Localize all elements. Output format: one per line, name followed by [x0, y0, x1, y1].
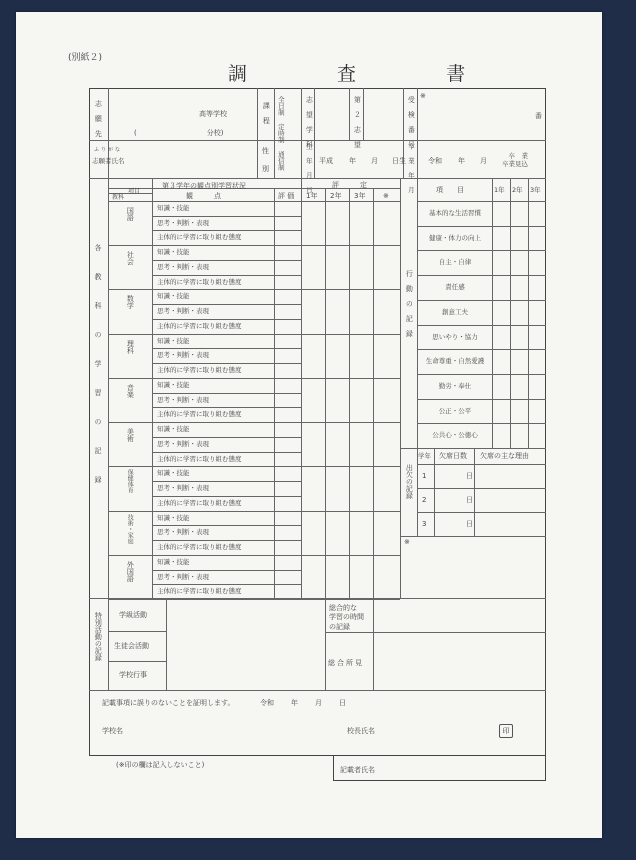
sougou-shoken-label: 総合所見 [328, 659, 364, 667]
birth-label: 生 年 月 日 [304, 143, 313, 193]
behavior-item: 基本的な生活習慣 [429, 209, 481, 217]
attendance-kesseki: 欠席日数 [439, 452, 467, 460]
kanten-item: 思考・判断・表現 [157, 572, 209, 581]
kanten-item: 知識・技能 [157, 292, 190, 301]
sei-label: 性 [262, 147, 269, 155]
birth-tsuki: 月 [371, 157, 378, 165]
gakkou-gyouji: 学校行事 [119, 671, 147, 679]
kanten-header: 第３学年の観点別学習状況 [162, 182, 246, 190]
kanten-label: 観 点 [186, 192, 221, 200]
kanten-item: 主体的に学習に取り組む態度 [157, 587, 242, 596]
furigana-label: ふりがな [94, 147, 123, 153]
behavior-item: 生命尊重・自然愛護 [425, 357, 485, 366]
subject-label: 技術・家庭 [126, 513, 134, 544]
katei-label: 課 程 [262, 102, 271, 124]
shigan-gakka-label: 志 望 学 科 [305, 96, 314, 148]
attendance-row-2: 2 [422, 496, 427, 504]
special-side-label: 特別活動の記録 [94, 612, 103, 661]
kanten-item: 知識・技能 [157, 380, 190, 389]
behavior-item: 責任感 [445, 283, 465, 292]
school-suffix: 高等学校 [199, 110, 227, 118]
kanten-item: 主体的に学習に取り組む態度 [157, 366, 242, 375]
writer-label: 記載者氏名 [340, 766, 375, 774]
kanten-item: 主体的に学習に取り組む態度 [157, 410, 242, 419]
kanten-item: 主体的に学習に取り組む態度 [157, 543, 242, 552]
jukenbango-label: 受 検 番 号 [407, 96, 416, 148]
sougou-label: 総合的な 学習の時間 の記録 [329, 604, 364, 631]
attendance-kome: ※ [404, 538, 410, 546]
behavior-koumoku: 項 目 [436, 186, 464, 194]
school-name-label: 学校名 [102, 727, 123, 735]
behavior-item: 健康・体力の向上 [429, 233, 481, 242]
birth-hi: 日生 [392, 157, 406, 165]
kanten-item: 思考・判断・表現 [157, 439, 209, 448]
hyouka-label: 評 価 [278, 192, 295, 200]
subject-label: 国語 [126, 207, 135, 221]
grad-label: 卒 業 年 月 [406, 143, 415, 193]
kanten-item: 思考・判断・表現 [157, 262, 209, 271]
behavior-side-label: 行動の記録 [405, 270, 414, 345]
katei-options: 全日制 定時制 通信制 [276, 96, 285, 171]
kanten-item: 知識・技能 [157, 469, 190, 478]
certify-reiwa: 令和 [260, 699, 274, 707]
bunko-label: ( 分校) [134, 129, 224, 137]
subject-label: 理科 [126, 339, 135, 354]
kanten-item: 知識・技能 [157, 513, 190, 522]
koumoku-label: 項目 [128, 188, 141, 195]
behavior-y1: 1年 [494, 186, 505, 194]
attendance-row-3: 3 [422, 520, 427, 528]
subject-label: 外国語 [126, 560, 135, 582]
kanten-item: 主体的に学習に取り組む態度 [157, 233, 242, 242]
kyouka-label: 教科 [112, 194, 125, 201]
grad-nen: 年 [458, 157, 465, 165]
certify-tsuki: 月 [315, 699, 322, 707]
kanten-item: 思考・判断・表現 [157, 528, 209, 537]
grade-y1-label: 1年 [306, 192, 318, 200]
note-text: (※印の欄は記入しないこと) [116, 761, 205, 769]
kanten-item: 知識・技能 [157, 204, 190, 212]
subject-label: 数学 [126, 295, 135, 310]
grad-status: 卒 業 卒業見込 [502, 152, 528, 169]
kanten-item: 思考・判断・表現 [157, 395, 209, 404]
kome-mark: ※ [420, 92, 426, 100]
kanten-item: 主体的に学習に取り組む態度 [157, 454, 242, 463]
betsu-label: 別 [262, 165, 269, 173]
birth-nen: 年 [349, 157, 356, 165]
seal-mark: 印 [499, 724, 513, 738]
survey-document-sheet [16, 12, 602, 838]
kanten-item: 主体的に学習に取り組む態度 [157, 277, 242, 286]
kanten-item: 思考・判断・表現 [157, 351, 209, 360]
shigan-saki-label: 志 願 先 [94, 100, 103, 137]
kanten-item: 思考・判断・表現 [157, 307, 209, 316]
grad-reiwa: 令和 [428, 157, 442, 165]
grade-y3-label: 3年 [354, 192, 366, 200]
certify-nen: 年 [291, 699, 298, 707]
subject-label: 社会 [126, 251, 135, 266]
seitokai-katsudo: 生徒会活動 [114, 642, 149, 650]
attendance-side-label: 出欠の記録 [405, 464, 414, 499]
behavior-item: 公共心・公徳心 [432, 431, 478, 440]
attendance-nichi-2: 日 [466, 496, 473, 504]
hyotei-label: 評 定 [332, 181, 367, 189]
principal-name-label: 校長氏名 [347, 727, 375, 735]
grades-side-label: 各教科の学習の記録 [94, 244, 102, 505]
gakkyu-katsudo: 学級活動 [119, 611, 147, 619]
kanten-item: 知識・技能 [157, 248, 190, 257]
behavior-y3: 3年 [530, 186, 541, 194]
subject-label: 音楽 [126, 383, 135, 398]
kanten-item: 知識・技能 [157, 425, 190, 434]
attendance-gakunen: 学年 [418, 452, 431, 460]
grade-kome: ※ [383, 192, 389, 200]
behavior-item: 思いやり・協力 [432, 332, 478, 341]
grade-y2-label: 2年 [330, 192, 342, 200]
attachment-label: (別紙２) [68, 53, 103, 63]
shigansha-name-label: 志願者氏名 [92, 157, 125, 165]
document-title: 調 査 書 [228, 63, 508, 85]
attendance-nichi-3: 日 [466, 520, 473, 528]
birth-era: 平成 [319, 157, 333, 165]
certify-text: 記載事項に誤りのないことを証明します。 [102, 699, 235, 707]
behavior-item: 勤労・奉仕 [438, 381, 472, 390]
ban-label: 番 [535, 112, 542, 120]
subject-label: 保健体育 [126, 469, 134, 494]
behavior-item: 公正・公平 [438, 406, 472, 415]
kanten-item: 主体的に学習に取り組む態度 [157, 498, 242, 507]
attendance-row-1: 1 [422, 472, 427, 480]
dai2-shibo-label: 第 ２ 志 望 [353, 96, 362, 148]
kanten-item: 思考・判断・表現 [157, 218, 209, 227]
subject-label: 美術 [126, 428, 135, 443]
attendance-nichi-1: 日 [466, 472, 473, 480]
behavior-item: 自主・自律 [438, 258, 472, 267]
kanten-item: 主体的に学習に取り組む態度 [157, 321, 242, 330]
kanten-item: 知識・技能 [157, 336, 190, 345]
behavior-y2: 2年 [512, 186, 523, 194]
behavior-item: 創意工夫 [442, 307, 468, 316]
grad-tsuki: 月 [480, 157, 487, 165]
attendance-riyuu: 欠席の主な理由 [480, 452, 529, 460]
certify-hi: 日 [339, 699, 346, 707]
kanten-item: 思考・判断・表現 [157, 484, 209, 493]
kanten-item: 知識・技能 [157, 557, 190, 566]
